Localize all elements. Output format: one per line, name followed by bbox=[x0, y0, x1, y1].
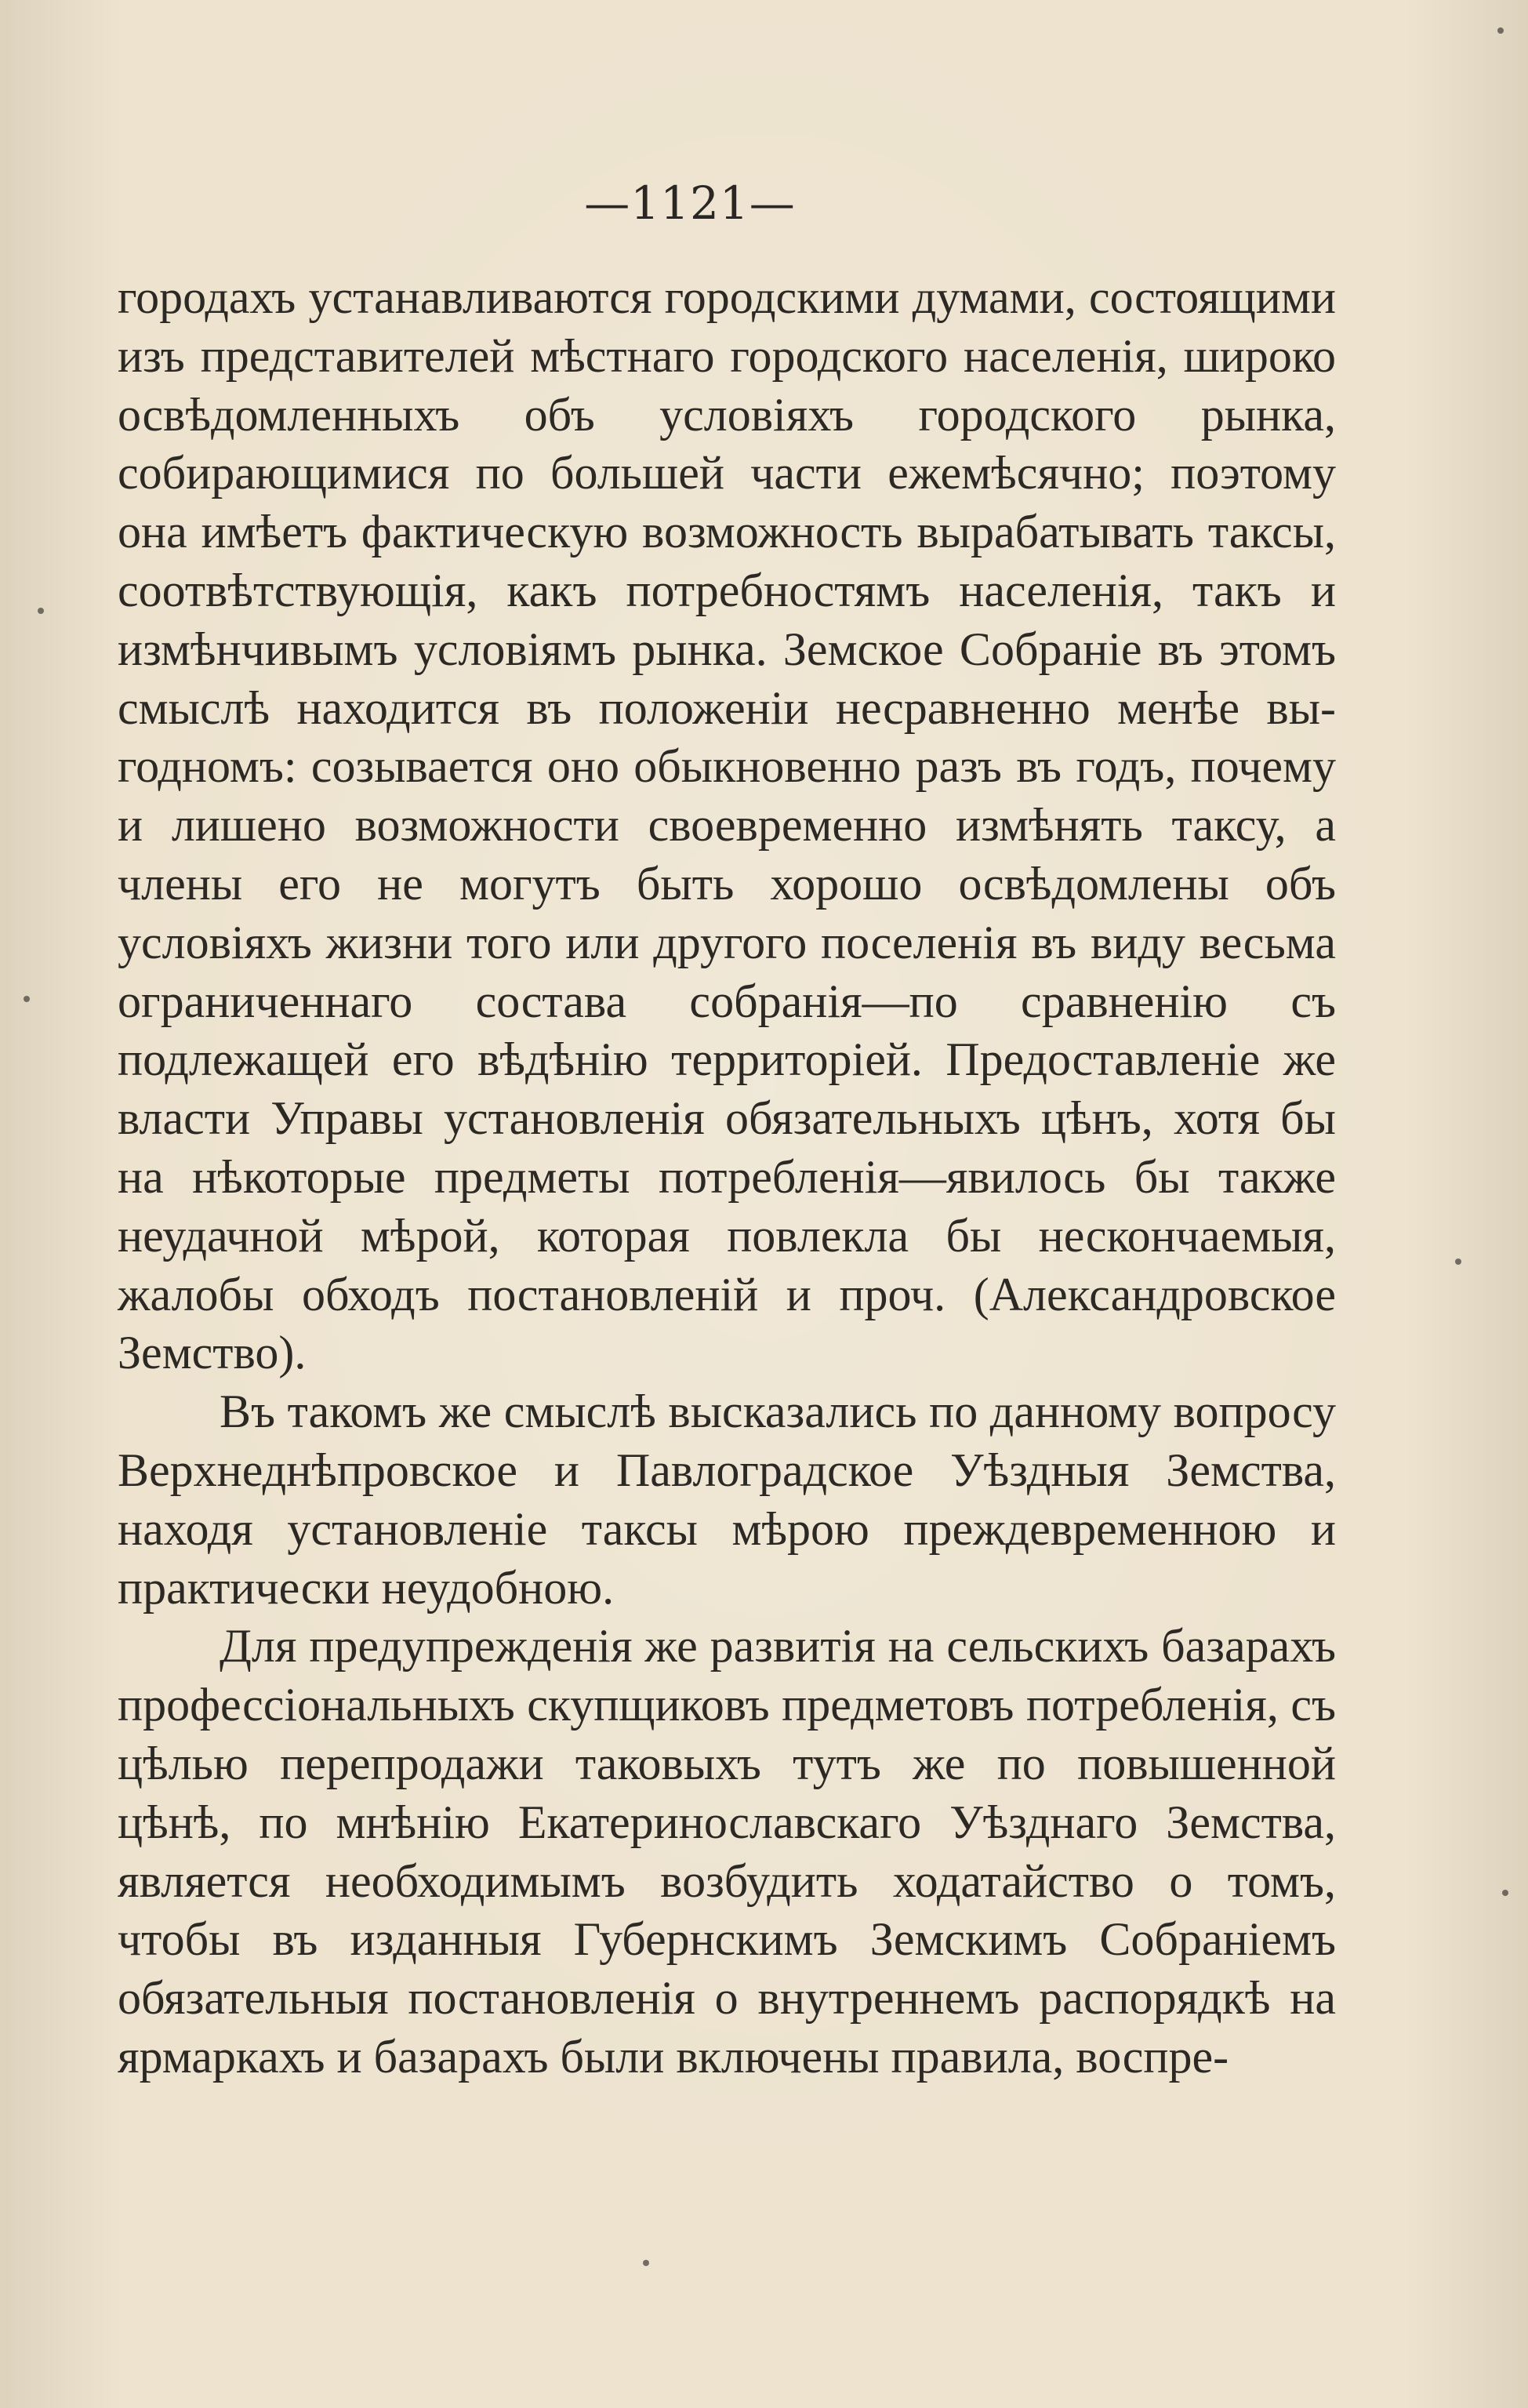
paragraph-3: Для предупрежденія же развитія на сельскихъ базарахъ профессіональныхъ скупщиковъ предметовъ потребленія, съ цѣлью перепродажи таковыхъ тутъ же по повышенной цѣнѣ, по мнѣнію Екатеринославскаго Уѣзднаго Земства, является необходимымъ возбудить ходатайство о томъ, чтобы въ изданныя Губернскимъ Земскимъ Собраніемъ обязательныя постановленія о внутреннемъ распорядкѣ на ярмаркахъ и базарахъ были включены правила, воспре- bbox=[118, 1620, 1336, 2083]
print-speck bbox=[643, 2260, 649, 2266]
paragraph-1: городахъ устанавливаются городскими думами, состоящими изъ представителей мѣстнаго городского населенія, широко освѣдомленныхъ объ условіяхъ городского рынка, собирающимися по большей части ежемѣсячно; поэтому она имѣетъ фактическую возможность вырабатывать таксы, соотвѣтствующія, какъ потребностямъ населенія, такъ и измѣнчивымъ условіямъ рынка. Земское Собраніе въ этомъ смыслѣ находится въ положеніи несравненно менѣе выгодномъ: созывается оно обыкновенно разъ въ годъ, почему и лишено возможности своевременно измѣнять таксу, а члены его не могутъ быть хорошо освѣдомлены объ условіяхъ жизни того или другого поселенія въ виду весьма ограниченнаго состава собранія—по сравненію съ подлежащей его вѣдѣнію территоріей. Предоставленіе же власти Управы установленія обязательныхъ цѣнъ, хотя бы на нѣкоторые предметы потребленія—явилось бы также неудачной мѣрой, которая повлекла бы нескончаемыя, жалобы обходъ постановленій и проч. (Александровское Земство). bbox=[118, 271, 1336, 1379]
paragraph-2: Въ такомъ же смыслѣ высказались по данному вопросу Верхнеднѣпровское и Павлоградское Уѣздныя Земства, находя установленіе таксы мѣрою преждевременною и практически неудобною. bbox=[118, 1386, 1336, 1614]
print-speck bbox=[1502, 1890, 1508, 1896]
print-speck bbox=[1497, 27, 1504, 34]
print-speck bbox=[1455, 1258, 1461, 1265]
print-speck bbox=[24, 996, 30, 1002]
page-number: —1121— bbox=[584, 176, 796, 230]
print-speck bbox=[38, 608, 44, 614]
body-text bbox=[118, 268, 1336, 2087]
